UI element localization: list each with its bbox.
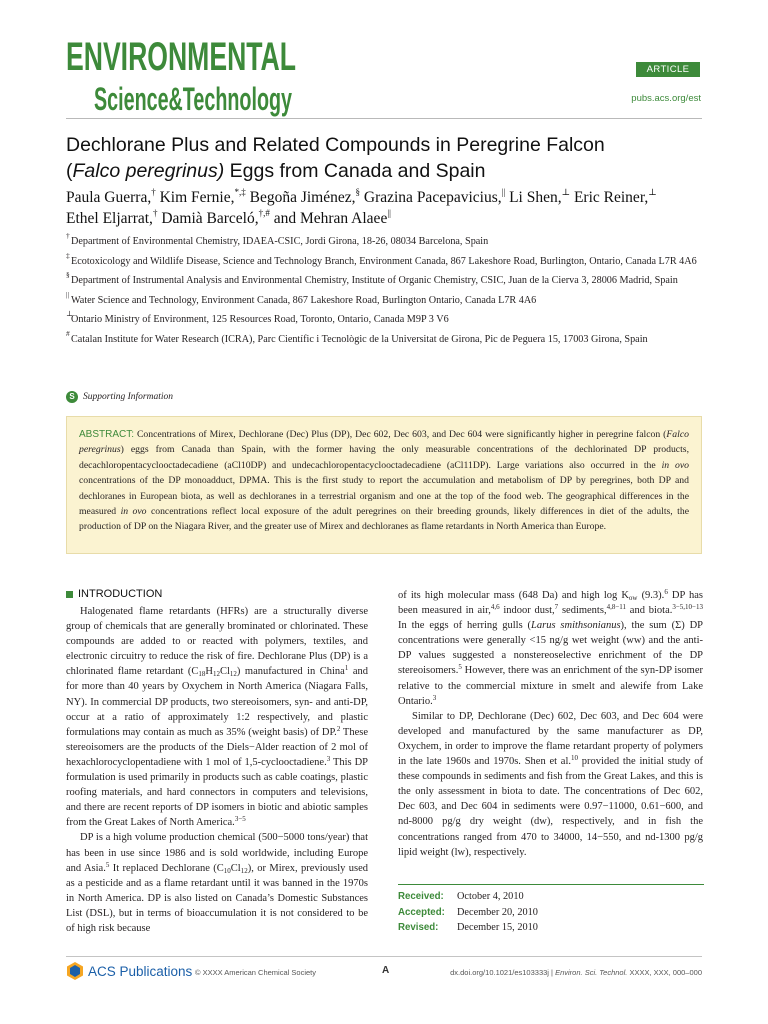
publication-dates bbox=[398, 889, 704, 936]
affiliation-item bbox=[66, 231, 706, 249]
author-affil-mark: † bbox=[151, 187, 156, 197]
para-span: H bbox=[205, 666, 213, 678]
author-affil-mark: ⊥ bbox=[561, 187, 571, 197]
para-span: These stereoisomers are the products of the Diels−Alder reaction of 2 mol of hexachlorocyclopentadiene with 1 mol of 1,5-cyclooctadiene. bbox=[66, 726, 368, 768]
footer-divider bbox=[66, 956, 702, 957]
affiliation-text: Department of Instrumental Analysis and Environmental Chemistry, Institute of Organic Chemistry, CSIC, Juan de la Cierva 3, 28006 Madrid, Spain bbox=[71, 275, 678, 286]
author-affil-mark: || bbox=[387, 208, 391, 218]
para-span: provided the initial study of these compounds in sediments and fish from the Great Lakes, and this is the only assessment in biota to date. The concentrations of Dec 602, Dec 603, and Dec 604 in sediments were 0.97−11000, 0.61−600, and nd-8000 pg/g dry weight (dw), respectively, and in fish the concentrations ranged from 470 to 34000, 14−550, and nd-1300 pg/g lipid weight (lw), respectively. bbox=[398, 756, 703, 858]
affiliation-text: Ontario Ministry of Environment, 125 Resources Road, Toronto, Ontario, Canada M9P 3 V6 bbox=[71, 314, 449, 325]
date-value: October 4, 2010 bbox=[457, 891, 524, 902]
title-line-1: Dechlorane Plus and Related Compounds in Peregrine Falcon bbox=[66, 134, 605, 156]
citation-link[interactable]: 3−5,10−13 bbox=[672, 603, 704, 612]
abstract-span: Concentrations of Mirex, Dechlorane (Dec) Plus (DP), Dec 602, Dec 603, and Dec 604 were significantly higher in peregrine falcon ( bbox=[134, 429, 667, 440]
affiliation-mark: ‡ bbox=[66, 250, 70, 260]
species-name: Larus smithsonianus bbox=[531, 620, 621, 632]
para-span: of its high molecular mass (648 Da) and high log K bbox=[398, 590, 629, 601]
author-affil-mark: ⊥ bbox=[648, 187, 657, 197]
citation-link[interactable]: 4,6 bbox=[490, 603, 500, 612]
author-affil-mark: || bbox=[501, 187, 506, 197]
author-name[interactable]: and Mehran Alaee bbox=[273, 210, 388, 227]
journal-logo-graphic bbox=[66, 30, 298, 122]
subscript: 12 bbox=[213, 670, 220, 679]
para-span: Halogenated flame retardants (HFRs) are a structurally diverse group of chemicals that are generally brominated or chlorinated. These compounds are added to or reacted with polymers, textiles, and electronic circuitry to reduce the risk of fire. Dechlorane Plus (DP) is a chlorinated flame retardant (C bbox=[66, 606, 368, 678]
journal-volume: XXXX, XXX, 000–000 bbox=[627, 968, 702, 977]
doi-reference bbox=[440, 968, 702, 977]
para-span: This DP formulation is used primarily in products such as cable coatings, plastic roofing materials, and hard connectors in computers and televisions, and there are recent reports of DP isomers in biotic and abiotic samples from the Great Lakes of North America. bbox=[66, 756, 368, 829]
publisher-logo[interactable] bbox=[66, 962, 192, 980]
citation-link[interactable]: 1 bbox=[344, 664, 349, 673]
dates-divider bbox=[398, 884, 704, 885]
abstract-box bbox=[66, 416, 702, 554]
author-name[interactable]: Paula Guerra, bbox=[66, 189, 152, 206]
journal-url-link[interactable]: pubs.acs.org/est bbox=[631, 93, 701, 104]
author-name[interactable]: Li Shen, bbox=[509, 189, 562, 206]
affiliation-text: Water Science and Technology, Environment Canada, 867 Lakeshore Road, Burlington Ontario, Canada L7R 4A6 bbox=[71, 294, 537, 306]
para-span: indoor dust, bbox=[499, 605, 555, 617]
citation-link[interactable]: 2 bbox=[336, 724, 341, 733]
citation-link[interactable]: 6 bbox=[664, 588, 668, 596]
para-span: sediments, bbox=[558, 605, 607, 617]
journal-abbrev: Environ. Sci. Technol. bbox=[555, 968, 628, 977]
para-span: ) manufactured in China bbox=[236, 666, 345, 678]
header-divider bbox=[66, 118, 702, 119]
para-span: Cl bbox=[220, 666, 230, 678]
article-title bbox=[66, 132, 706, 184]
citation-link[interactable]: 10 bbox=[571, 754, 579, 763]
supporting-info-link[interactable] bbox=[66, 390, 173, 404]
title-species: Falco peregrinus) bbox=[72, 160, 225, 182]
author-affil-mark: § bbox=[355, 187, 361, 197]
affiliation-item bbox=[66, 328, 706, 347]
abstract-in-ovo: in ovo bbox=[120, 506, 147, 518]
journal-logo bbox=[66, 30, 298, 122]
citation-link[interactable]: 5 bbox=[458, 663, 462, 672]
affiliation-item bbox=[66, 270, 706, 288]
intro-paragraph-2 bbox=[66, 830, 368, 936]
supporting-info-icon: S bbox=[66, 391, 78, 403]
affiliation-item bbox=[66, 250, 706, 269]
abstract-span: concentrations of the DP monoadduct, DPMA. This is the first study to report the accumulation and metabolism of DP by peregrines, both DP and dechloranes in European biota, as well as dechloranes in a terrestrial organism and one at the top of the food web. The geographical differences in the measured bbox=[79, 475, 689, 518]
logo-line-1: ENVIRONMENTAL bbox=[66, 35, 296, 79]
affiliation-mark: ⊥ bbox=[66, 309, 74, 318]
intro-paragraph-1 bbox=[66, 604, 368, 830]
author-name[interactable]: Ethel Eljarrat, bbox=[66, 210, 153, 227]
affiliation-mark: || bbox=[66, 289, 70, 299]
title-open-paren: ( bbox=[66, 160, 73, 182]
subscript: 12 bbox=[240, 866, 248, 875]
affiliation-mark: † bbox=[66, 231, 70, 240]
subscript: 18 bbox=[198, 670, 206, 679]
para-span: It replaced Dechlorane (C bbox=[109, 862, 224, 874]
subscript: ow bbox=[628, 594, 638, 602]
page-number: A bbox=[382, 965, 390, 976]
para-span: Cl bbox=[230, 862, 241, 874]
intro-paragraph-3 bbox=[398, 588, 703, 709]
para-span: ), or Mirex, previously used as a pesticide and as a flame retardant until it was banned in the 1970s in North America. DP is also listed on Canada’s Domestic Substances List (DSL), but in terms of bioaccumulation it is not considered to be of high risk because bbox=[66, 862, 369, 934]
citation-link[interactable]: 4,8−11 bbox=[606, 603, 627, 612]
doi-separator: | bbox=[548, 968, 556, 977]
date-row-accepted bbox=[398, 905, 704, 921]
abstract-span: ) eggs from Canada than Spain, with the former having the only measurable concentrations of the dechlorinated DP products, decachloropentacyclooctadecadiene (aCl10DP) and undecachloropentacyclooctadecadiene (aCl11DP). Large variations also occurred in the bbox=[79, 444, 689, 471]
author-name[interactable]: Eric Reiner, bbox=[573, 189, 649, 206]
affiliation-mark: § bbox=[66, 270, 70, 279]
body-column-left bbox=[66, 588, 368, 936]
para-span: In the eggs of herring gulls ( bbox=[398, 620, 532, 632]
affiliation-text: Catalan Institute for Water Research (ICRA), Parc Científic i Tecnològic de la Universitat de Girona, Pic de Peguera 15, 17003 Girona, Spain bbox=[71, 333, 648, 345]
section-heading-text: INTRODUCTION bbox=[78, 588, 163, 600]
date-value: December 15, 2010 bbox=[457, 922, 538, 933]
intro-paragraph-4 bbox=[398, 709, 703, 860]
affiliation-item bbox=[66, 289, 706, 308]
para-span: However, there was an enrichment of the syn-DP isomer relative to the commercial mixture in smelt and alewife from Lake Ontario. bbox=[398, 665, 703, 707]
affiliation-mark: # bbox=[66, 328, 70, 338]
citation-link[interactable]: 5 bbox=[105, 860, 110, 869]
affiliation-text: Department of Environmental Chemistry, IDAEA-CSIC, Jordi Girona, 18-26, 08034 Barcelona, Spain bbox=[71, 236, 489, 247]
author-name[interactable]: Damià Barceló, bbox=[161, 210, 259, 227]
section-heading-introduction bbox=[66, 588, 368, 600]
para-span: ), the sum (Σ) DP concentrations were generally <15 ng/g wet weight (ww) and the anti-DP values suggested a nonstereoselective enrichment of the DP stereoisomers. bbox=[398, 620, 703, 677]
author-affil-mark: †,# bbox=[258, 208, 270, 218]
date-value: December 20, 2010 bbox=[457, 906, 538, 918]
copyright-notice: © XXXX American Chemical Society bbox=[195, 968, 316, 977]
author-name[interactable]: Grazina Pacepavicius, bbox=[363, 189, 502, 206]
acs-hexagon-icon bbox=[66, 962, 84, 980]
section-marker-icon bbox=[66, 591, 73, 598]
article-type-badge: ARTICLE bbox=[636, 62, 700, 77]
publisher-name: ACS Publications bbox=[88, 963, 193, 979]
citation-link[interactable]: 3−5 bbox=[234, 815, 246, 824]
citation-link[interactable]: 3 bbox=[326, 754, 331, 763]
citation-link[interactable]: 3 bbox=[432, 693, 437, 702]
doi-link[interactable]: dx.doi.org/10.1021/es103333j bbox=[450, 968, 549, 977]
author-name[interactable]: Begoña Jiménez, bbox=[249, 189, 356, 206]
logo-line-2: Science&Technology bbox=[94, 81, 293, 117]
para-span: DP has been measured in air, bbox=[398, 590, 703, 617]
abstract-span: concentrations reflect local exposure of the adult peregrines on their breeding grounds, likely differences in diet of the adults, the production of DP on the Niagara River, and the greater use of Mirex and dechloranes as flame retardants in North America than Europe. bbox=[79, 506, 689, 533]
para-span: DP is a high volume production chemical (500−5000 tons/year) that has been in use since 1986 and is sold worldwide, including Europe and Asia. bbox=[66, 832, 368, 874]
date-label: Accepted: bbox=[398, 906, 445, 918]
affiliation-list bbox=[66, 231, 706, 352]
date-row-received bbox=[398, 889, 704, 905]
supporting-info-label: Supporting Information bbox=[83, 392, 173, 402]
author-list bbox=[66, 187, 706, 229]
body-column-right bbox=[398, 588, 703, 860]
para-span: and for more than 40 years by Oxychem in North America (Niagara Falls, NY). In commercial DP products, two stereoisomers, syn- and anti-DP, occur at a ratio of approximately 1:2 respectively, and plastic formulations may contain as much as 35% (weight basis) of DP. bbox=[66, 666, 368, 738]
abstract-text bbox=[79, 427, 689, 535]
para-span: and biota. bbox=[626, 605, 673, 617]
subscript: 10 bbox=[223, 866, 231, 875]
affiliation-text: Ecotoxicology and Wildlife Disease, Science and Technology Branch, Environment Canada, 867 Lakeshore Road, Burlington, Ontario, Canada L7R 4A6 bbox=[71, 255, 697, 267]
date-row-revised bbox=[398, 920, 704, 936]
title-line-2: Eggs from Canada and Spain bbox=[224, 160, 486, 182]
author-affil-mark: † bbox=[152, 208, 158, 218]
date-label: Received: bbox=[398, 891, 444, 902]
date-label: Revised: bbox=[398, 922, 439, 933]
affiliation-item bbox=[66, 309, 706, 327]
author-name[interactable]: Kim Fernie, bbox=[159, 189, 235, 206]
para-span: Similar to DP, Dechlorane (Dec) 602, Dec 603, and Dec 604 were developed and manufactured by the same manufacturer as DP, Oxychem, in order to improve the flame retardant property of polymers in the late 1960s and 1970s. Shen et al. bbox=[398, 710, 703, 768]
abstract-label: ABSTRACT: bbox=[79, 429, 135, 440]
citation-link[interactable]: 7 bbox=[554, 603, 559, 612]
subscript: 12 bbox=[229, 670, 237, 679]
abstract-species: Falco peregrinus bbox=[79, 429, 689, 456]
para-span: (9.3). bbox=[637, 590, 665, 601]
abstract-in-ovo: in ovo bbox=[661, 459, 689, 471]
author-affil-mark: *,‡ bbox=[234, 187, 246, 197]
